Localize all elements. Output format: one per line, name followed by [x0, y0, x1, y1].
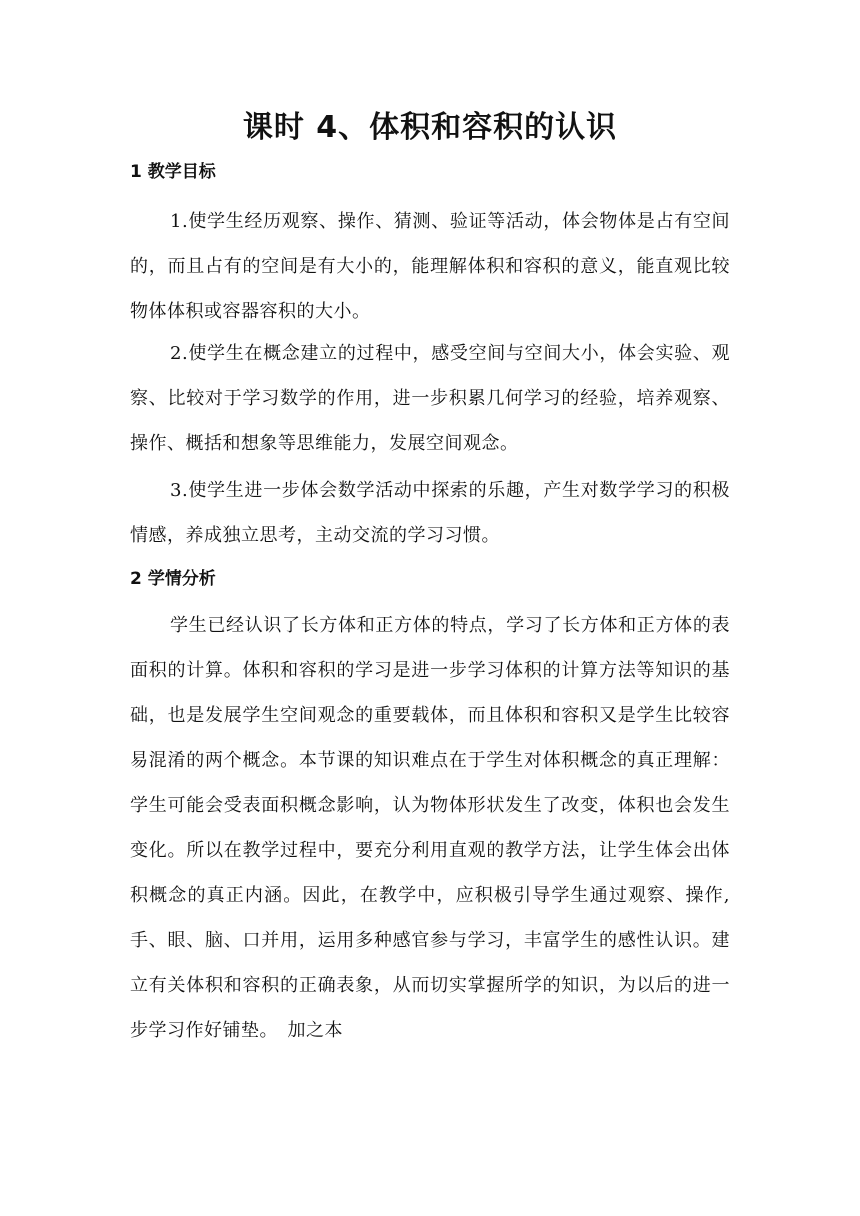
goal-paragraph-1: 1.使学生经历观察、操作、猜测、验证等活动，体会物体是占有空间的，而且占有的空间是有大小的，能理解体积和容积的意义，能直观比较物体体积或容器容积的大小。	[130, 211, 730, 322]
section-heading-learning-analysis: 2 学情分析	[130, 569, 216, 589]
goal-paragraph-2: 2.使学生在概念建立的过程中，感受空间与空间大小，体会实验、观察、比较对于学习数学的作用，进一步积累几何学习的经验，培养观察、操作、概括和想象等思维能力，发展空间观念。	[130, 343, 730, 454]
goal-paragraph-3: 3.使学生进一步体会数学活动中探索的乐趣，产生对数学学习的积极情感，养成独立思考，主动交流的学习习惯。	[130, 480, 730, 546]
section-heading-teaching-goals: 1 教学目标	[130, 162, 216, 182]
page-title: 课时 4、体积和容积的认识	[242, 110, 618, 145]
analysis-paragraph: 学生已经认识了长方体和正方体的特点，学习了长方体和正方体的表面积的计算。体积和容积的学习是进一步学习体积的计算方法等知识的基础，也是发展学生空间观念的重要载体，而且体积和容积又是学生比较容易混淆的两个概念。本节课的知识难点在于学生对体积概念的真正理解：学生可能会受表面积概念影响，认为物体形状发生了改变，体积也会发生变化。所以在教学过程中，要充分利用直观的教学方法，让学生体会出体积概念的真正内涵。因此，在教学中，应积极引导学生通过观察、操作,手、眼、脑、口并用，运用多种感官参与学习，丰富学生的感性认识。建立有关体积和容积的正确表象，从而切实掌握所学的知识，为以后的进一步学习作好铺垫。 加之本	[130, 615, 730, 1041]
